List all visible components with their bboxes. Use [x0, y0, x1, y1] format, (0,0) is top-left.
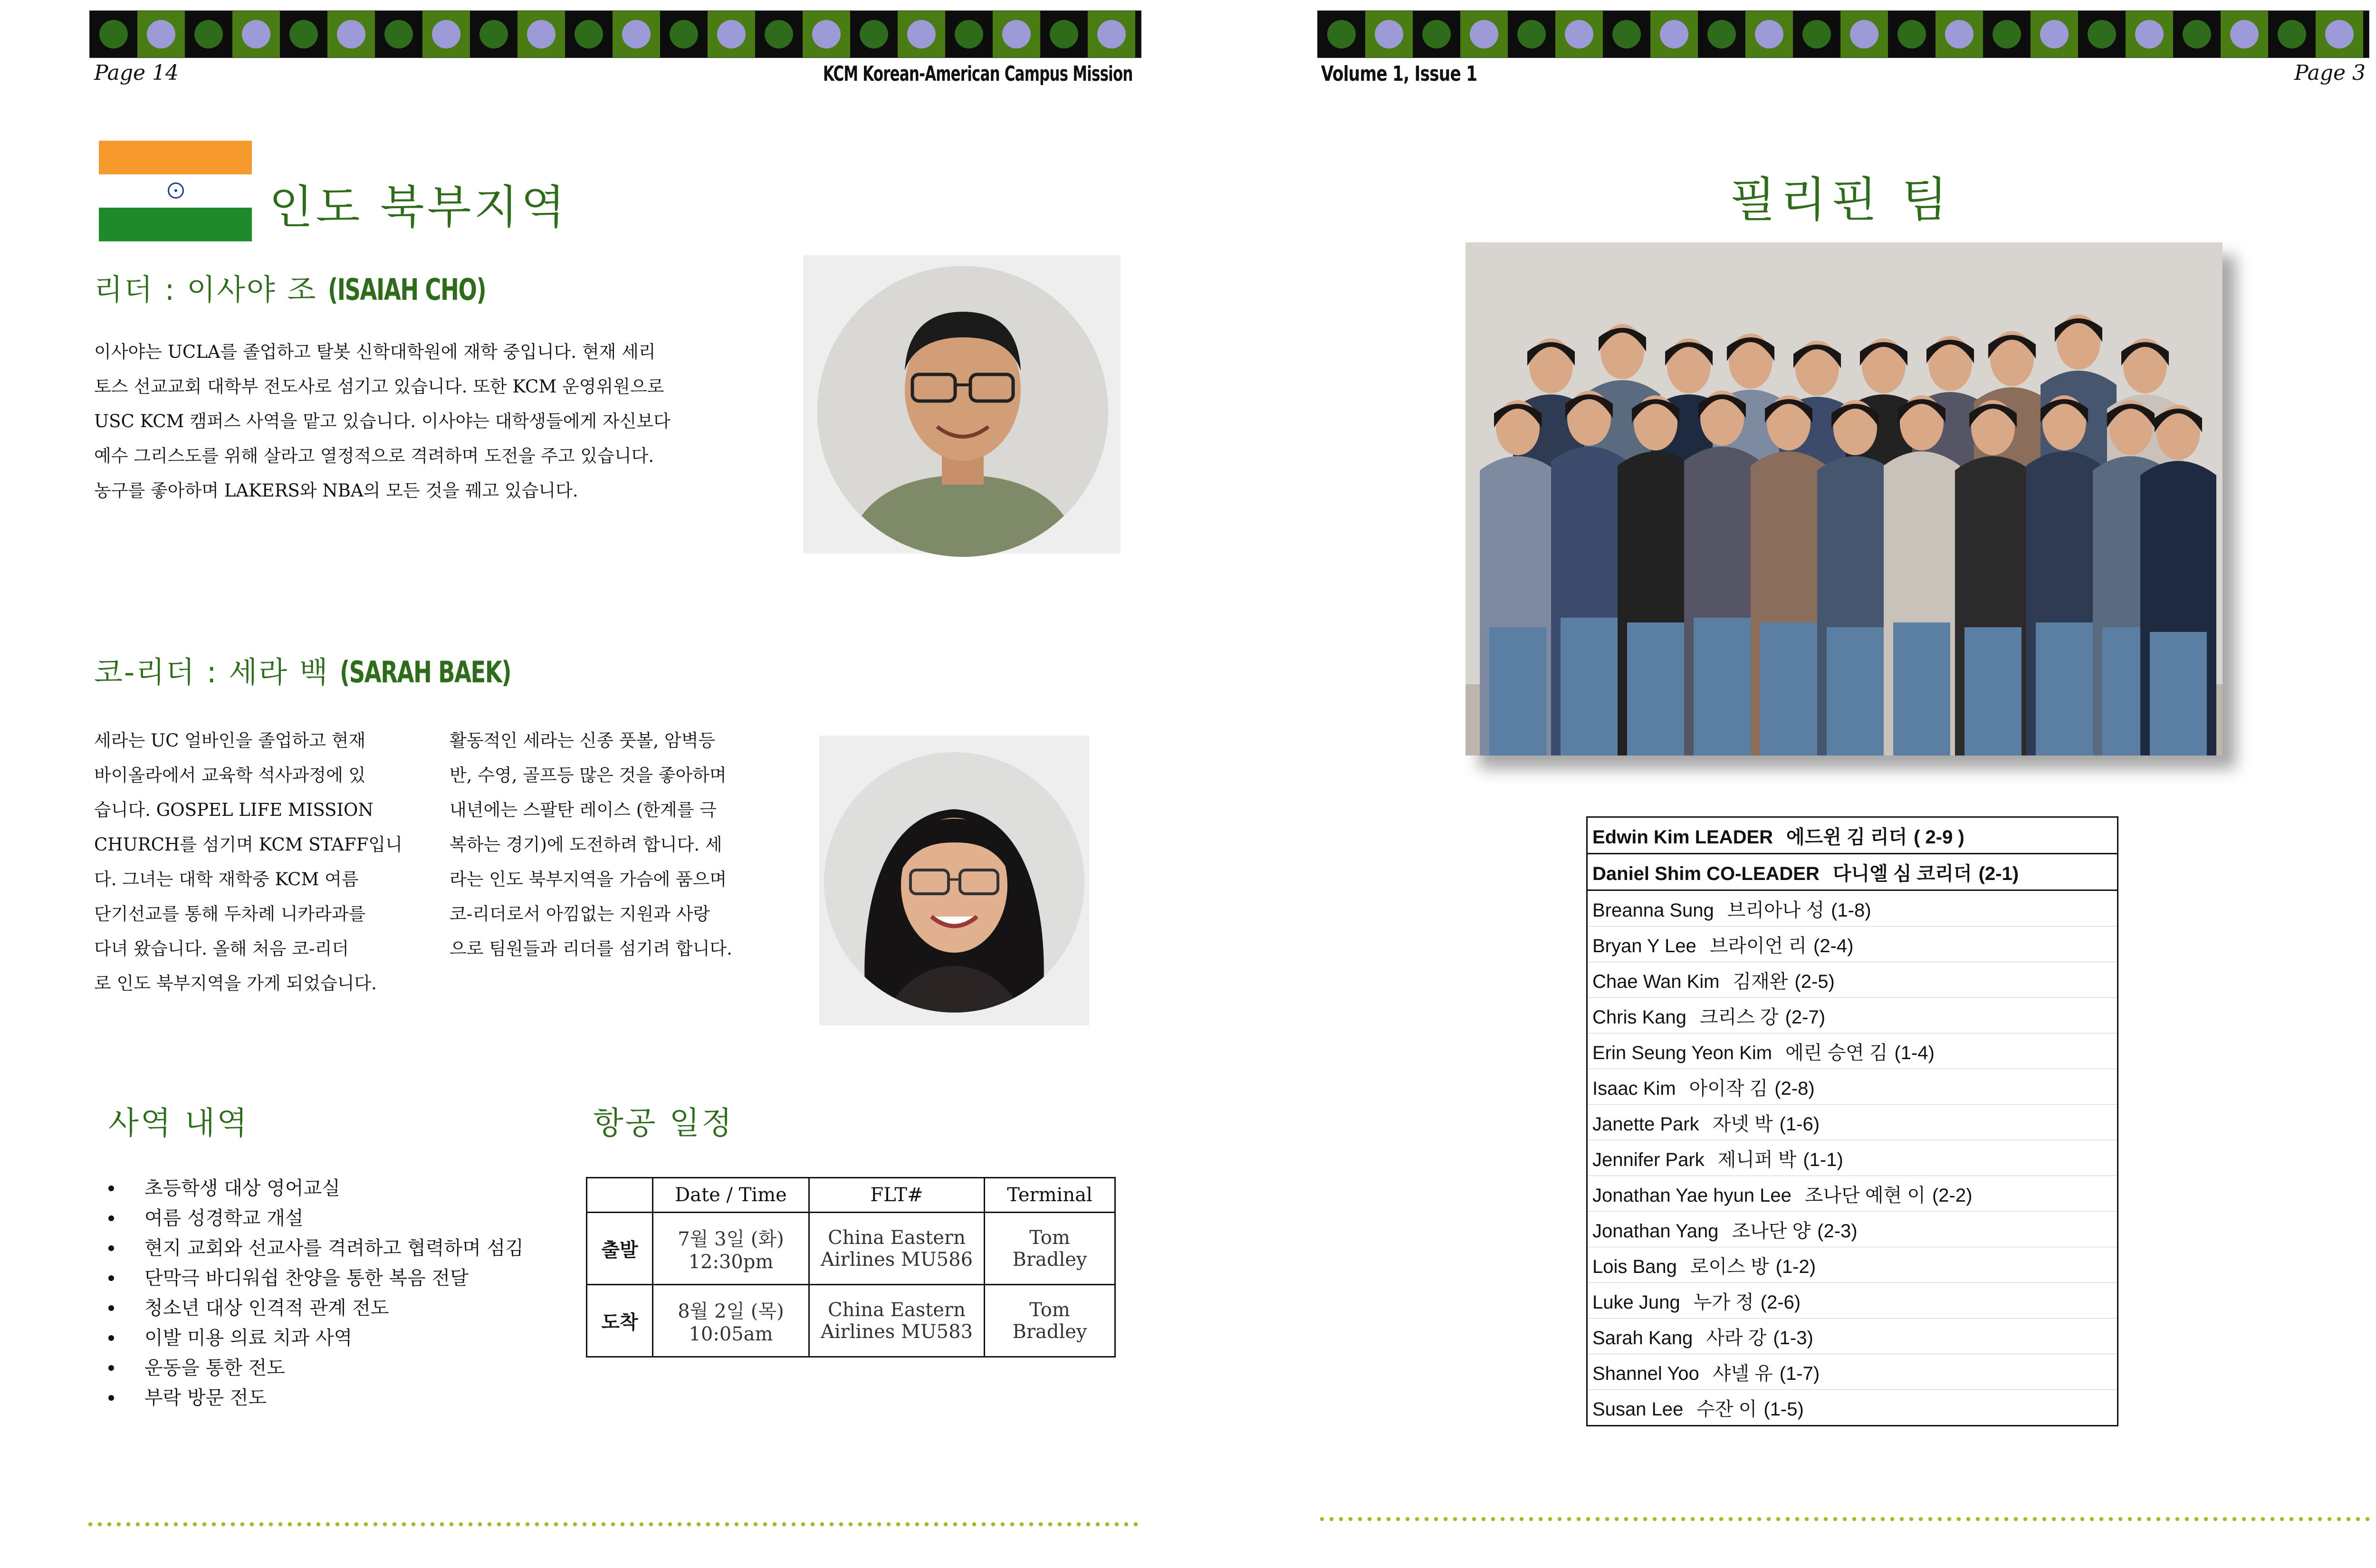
leader-bio-line: 토스 선교교회 대학부 전도사로 섬기고 있습니다. 또한 KCM 운영위원으로 — [94, 376, 664, 397]
band-dot — [517, 11, 565, 57]
leader-heading-ko: 리더 : 이사야 조 — [94, 272, 328, 307]
member-code: (1-2) — [1775, 1256, 1816, 1277]
roster-row — [1587, 1033, 2118, 1069]
member-name: Shannel Yoo — [1592, 1363, 1699, 1384]
india-flag — [99, 141, 252, 241]
band-dot — [1318, 11, 1365, 57]
band-dot — [232, 11, 280, 57]
roster-row — [1587, 1069, 2118, 1105]
coleader-bio-line: 내년에는 스팔탄 레이스 (한계를 극 — [450, 800, 717, 820]
member-code: (1-5) — [1763, 1398, 1804, 1420]
list-item: 운동을 통한 전도 — [108, 1353, 524, 1383]
coleader-bio-line: 단기선교를 통해 두차례 니카라과를 — [94, 904, 366, 924]
member-name: Chae Wan Kim — [1592, 971, 1720, 992]
table-row — [587, 1285, 1115, 1357]
table-row — [587, 1213, 1115, 1285]
member-code: (1-7) — [1779, 1363, 1820, 1384]
member-name: Bryan Y Lee — [1592, 935, 1696, 956]
band-dot — [565, 11, 613, 57]
member-name-ko: 다니엘 심 코리더 — [1832, 863, 1972, 884]
member-code: (2-7) — [1785, 1006, 1826, 1028]
team-title: 필리핀 팀 — [1730, 172, 1953, 228]
member-name: Chris Kang — [1592, 1006, 1686, 1028]
coleader-bio-line: 복하는 경기)에 도전하려 합니다. 세 — [450, 834, 722, 855]
leader-avatar — [817, 266, 1108, 557]
list-item: 이발 미용 의료 치과 사역 — [108, 1323, 524, 1353]
member-name: Jonathan Yang — [1592, 1220, 1719, 1242]
row-label: 도착 — [587, 1285, 653, 1357]
member-name-ko: 로이스 방 — [1690, 1256, 1769, 1277]
coleader-bio-line: CHURCH를 섬기며 KCM STAFF입니 — [94, 834, 402, 855]
roster-row — [1587, 1105, 2118, 1140]
band-dot — [137, 11, 185, 57]
roster-row — [1587, 890, 2118, 927]
roster-row — [1587, 962, 2118, 998]
band-dot — [1040, 11, 1088, 57]
coleader-bio-line: 반, 수영, 골프등 많은 것을 좋아하며 — [450, 765, 727, 785]
member-name-ko: 수잔 이 — [1696, 1398, 1757, 1420]
table-header-cell: Date / Time — [653, 1178, 809, 1213]
member-code: (1-6) — [1779, 1113, 1820, 1135]
band-dot — [1508, 11, 1555, 57]
terminal-cell: Tom Bradley — [985, 1285, 1115, 1357]
band-dot — [1603, 11, 1650, 57]
band-dot — [2363, 11, 2369, 57]
member-name-ko: 에린 승연 김 — [1785, 1042, 1888, 1063]
roster-row — [1587, 1283, 2118, 1319]
roster-row — [1587, 1176, 2118, 1212]
band-dot — [660, 11, 708, 57]
member-code: (1-4) — [1894, 1042, 1935, 1063]
leader-bio-line: 예수 그리스도를 위해 살라고 열정적으로 격려하며 도전을 주고 있습니다. — [94, 446, 654, 466]
coleader-bio-line: 다녀 왔습니다. 올해 처음 코-리더 — [94, 938, 349, 959]
member-name-ko: 샤넬 유 — [1712, 1363, 1773, 1384]
footer-dotted-rule — [1317, 1517, 2372, 1521]
band-dot — [2268, 11, 2316, 57]
coleader-bio-line: 습니다. GOSPEL LIFE MISSION — [94, 800, 374, 820]
leader-bio — [94, 335, 671, 508]
coleader-heading-en: (SARAH BAEK) — [340, 655, 511, 689]
list-item: 청소년 대상 인격적 관계 전도 — [108, 1293, 524, 1323]
table-header-row — [587, 1178, 1115, 1213]
coleader-avatar — [824, 752, 1084, 1013]
header-band — [89, 10, 1141, 58]
list-item: 초등학생 대상 영어교실 — [108, 1174, 524, 1204]
roster-row — [1587, 1247, 2118, 1283]
member-code: (2-5) — [1794, 971, 1835, 992]
team-photo — [1466, 242, 2223, 755]
coleader-bio-line: 활동적인 세라는 신종 풋볼, 암벽등 — [450, 730, 716, 751]
band-dot — [2173, 11, 2221, 57]
member-name: Edwin Kim LEADER — [1592, 826, 1773, 848]
band-dot — [90, 11, 137, 57]
member-code: ( 2-9 ) — [1914, 826, 1964, 848]
flight-cell: China Eastern Airlines MU586 — [809, 1213, 985, 1285]
band-dot — [1793, 11, 1840, 57]
coleader-bio-line: 바이올라에서 교육학 석사과정에 있 — [94, 765, 366, 785]
leader-bio-line: USC KCM 캠퍼스 사역을 맡고 있습니다. 이사야는 대학생들에게 자신보다 — [94, 411, 671, 431]
band-dot — [1888, 11, 1935, 57]
member-code: (2-2) — [1932, 1185, 1973, 1206]
band-dot — [2031, 11, 2078, 57]
coleader-heading-ko: 코-리더 : 세라 백 — [94, 655, 340, 689]
band-dot — [185, 11, 232, 57]
table-header-cell: Terminal — [985, 1178, 1115, 1213]
band-dot — [755, 11, 803, 57]
table-header-cell — [587, 1178, 653, 1213]
band-dot — [898, 11, 945, 57]
band-dot — [1413, 11, 1460, 57]
coleader-bio-line: 코-리더로서 아낌없는 지원과 사랑 — [450, 904, 710, 924]
member-name-ko: 브라이언 리 — [1709, 935, 1807, 956]
band-dot — [1135, 11, 1141, 57]
member-name-ko: 아이작 김 — [1689, 1078, 1768, 1099]
band-dot — [1840, 11, 1888, 57]
band-dot — [613, 11, 660, 57]
leader-bio-line: 농구를 좋아하며 LAKERS와 NBA의 모든 것을 꿰고 있습니다. — [94, 480, 578, 501]
roster-row — [1587, 998, 2118, 1033]
roster-row — [1587, 1354, 2118, 1390]
date-cell: 8월 2일 (목) 10:05am — [653, 1285, 809, 1357]
date-cell: 7월 3일 (화) 12:30pm — [653, 1213, 809, 1285]
table-header-cell: FLT# — [809, 1178, 985, 1213]
member-name: Lois Bang — [1592, 1256, 1677, 1277]
band-dot — [945, 11, 993, 57]
member-name-ko: 크리스 강 — [1699, 1006, 1779, 1028]
band-dot — [1460, 11, 1508, 57]
list-item: 단막극 바디워쉽 찬양을 통한 복음 전달 — [108, 1263, 524, 1293]
roster-table — [1586, 816, 2118, 1426]
member-code: (2-4) — [1813, 935, 1854, 956]
band-dot — [280, 11, 327, 57]
member-name-ko: 사라 강 — [1706, 1327, 1767, 1348]
footer-dotted-rule — [86, 1522, 1140, 1527]
region-title: 인도 북부지역 — [269, 181, 568, 234]
band-dot — [1088, 11, 1135, 57]
band-dot — [993, 11, 1040, 57]
band-dot — [708, 11, 755, 57]
band-dot — [422, 11, 470, 57]
band-dot — [1935, 11, 1983, 57]
member-name-ko: 브리아나 성 — [1727, 899, 1825, 921]
ministry-heading: 사역 내역 — [108, 1105, 249, 1141]
right-page — [1212, 0, 2376, 1568]
member-name-ko: 누가 정 — [1693, 1291, 1754, 1313]
member-name-ko: 조나단 예현 이 — [1804, 1185, 1926, 1206]
coleader-bio-line: 다. 그녀는 대학 재학중 KCM 여름 — [94, 869, 359, 889]
leader-photo — [803, 255, 1121, 554]
roster-row — [1587, 854, 2118, 890]
roster-row — [1587, 1212, 2118, 1247]
coleader-bio-line: 으로 팀원들과 리더를 섬기려 합니다. — [450, 938, 732, 959]
band-dot — [1365, 11, 1413, 57]
list-item: 여름 성경학교 개설 — [108, 1204, 524, 1233]
coleader-heading — [94, 649, 568, 691]
band-dot — [327, 11, 375, 57]
member-name-ko: 에드윈 김 리더 — [1786, 826, 1907, 848]
member-code: (1-3) — [1773, 1327, 1813, 1348]
page-number: Page 14 — [94, 61, 179, 85]
member-code: (2-1) — [1978, 863, 2019, 884]
member-name: Janette Park — [1592, 1113, 1699, 1135]
member-code: (2-6) — [1760, 1291, 1801, 1313]
roster-row — [1587, 817, 2118, 854]
member-name-ko: 조나단 양 — [1732, 1220, 1811, 1242]
member-name: Breanna Sung — [1592, 899, 1714, 921]
ministry-list — [108, 1174, 524, 1413]
member-code: (2-3) — [1817, 1220, 1858, 1242]
terminal-cell: Tom Bradley — [985, 1213, 1115, 1285]
roster-row — [1587, 1390, 2118, 1426]
member-name: Sarah Kang — [1592, 1327, 1693, 1348]
coleader-bio-line: 세라는 UC 얼바인을 졸업하고 현재 — [94, 730, 366, 751]
band-dot — [1555, 11, 1603, 57]
list-item: 부락 방문 전도 — [108, 1383, 524, 1413]
band-dot — [470, 11, 517, 57]
member-code: (1-1) — [1803, 1149, 1843, 1170]
band-dot — [803, 11, 850, 57]
list-item: 현지 교회와 선교사를 격려하고 협력하며 섬김 — [108, 1233, 524, 1263]
band-dot — [375, 11, 422, 57]
flight-table — [586, 1177, 1116, 1358]
band-dot — [2221, 11, 2268, 57]
member-code: (2-8) — [1774, 1078, 1815, 1099]
member-name: Daniel Shim CO-LEADER — [1592, 863, 1820, 884]
member-name-ko: 제니퍼 박 — [1717, 1149, 1797, 1170]
member-name: Luke Jung — [1592, 1291, 1680, 1313]
header-band — [1317, 10, 2369, 58]
member-name: Erin Seung Yeon Kim — [1592, 1042, 1772, 1063]
member-name: Jennifer Park — [1592, 1149, 1705, 1170]
band-dot — [1983, 11, 2031, 57]
flight-cell: China Eastern Airlines MU583 — [809, 1285, 985, 1357]
header-title: KCM Korean-American Campus Mission — [823, 62, 1133, 86]
roster-row — [1587, 1319, 2118, 1354]
coleader-photo — [819, 736, 1089, 1025]
member-name: Isaac Kim — [1592, 1078, 1676, 1099]
band-dot — [2316, 11, 2363, 57]
band-dot — [1745, 11, 1793, 57]
roster-row — [1587, 927, 2118, 962]
member-name: Susan Lee — [1592, 1398, 1684, 1420]
flight-heading: 항공 일정 — [593, 1105, 734, 1141]
coleader-bio-line: 로 인도 북부지역을 가게 되었습니다. — [94, 973, 377, 994]
leader-heading — [94, 266, 538, 308]
member-name-ko: 자넷 박 — [1712, 1113, 1773, 1135]
band-dot — [2078, 11, 2126, 57]
member-name-ko: 김재완 — [1733, 971, 1788, 992]
issue-label: Volume 1, Issue 1 — [1321, 62, 1477, 86]
band-dot — [850, 11, 898, 57]
leader-bio-line: 이사야는 UCLA를 졸업하고 탈봇 신학대학원에 재학 중입니다. 현재 세리 — [94, 342, 656, 362]
page-number: Page 3 — [2294, 61, 2366, 85]
member-code: (1-8) — [1831, 899, 1871, 921]
leader-heading-en: (ISAIAH CHO) — [328, 272, 486, 307]
coleader-bio-line: 라는 인도 북부지역을 가슴에 품으며 — [450, 869, 727, 889]
band-dot — [1698, 11, 1745, 57]
roster-row — [1587, 1140, 2118, 1176]
band-dot — [2126, 11, 2173, 57]
row-label: 출발 — [587, 1213, 653, 1285]
band-dot — [1650, 11, 1698, 57]
coleader-bio-col2 — [450, 723, 732, 966]
coleader-bio-col1 — [94, 723, 402, 1001]
member-name: Jonathan Yae hyun Lee — [1592, 1185, 1792, 1206]
